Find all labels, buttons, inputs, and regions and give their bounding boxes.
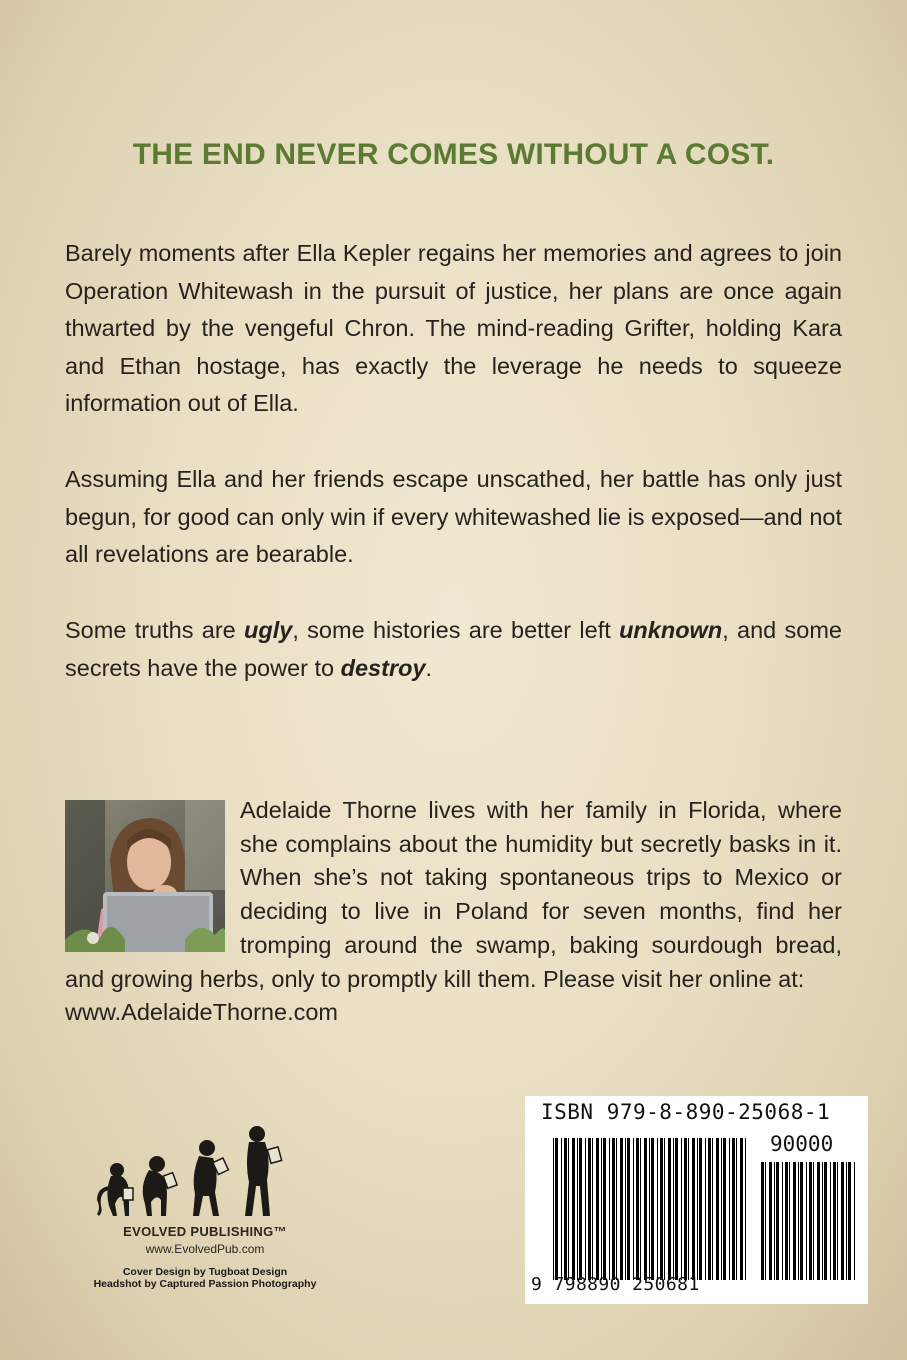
- ean-digits: 9 798890 250681: [531, 1274, 700, 1295]
- author-bio: [65, 794, 842, 1030]
- blurb-text: .: [425, 654, 433, 681]
- isbn-label: ISBN 979-8-890-25068-1: [541, 1100, 831, 1124]
- author-bio-text: Adelaide Thorne lives with her family in Florida, where she complains about the humidity but secretly basks in it. When she’s not taking spontaneous trips to Mexico or deciding to live in Poland for seven months, find her tromping around the swamp, baking sourdough bread, and growing herbs, only to promptly kill them. Please visit her online at:: [65, 797, 842, 992]
- headshot-credit: Headshot by Captured Passion Photography: [93, 1278, 317, 1290]
- author-website[interactable]: www.AdelaideThorne.com: [65, 999, 338, 1026]
- publisher-website[interactable]: www.EvolvedPub.com: [145, 1242, 265, 1256]
- tagline: THE END NEVER COMES WITHOUT A COST.: [132, 138, 775, 171]
- blurb-text: Some truths are: [65, 617, 245, 643]
- ean-barcode-icon: [525, 1096, 868, 1304]
- publisher-name: EVOLVED PUBLISHING™: [123, 1224, 287, 1239]
- emphasis-unknown: unknown: [619, 617, 723, 643]
- publisher-block: [70, 1120, 340, 1290]
- blurb-paragraph-2: Assuming Ella and her friends escape unscathed, her battle has only just begun, for good can only win if every whitewashed lie is exposed—and not all revelations are bearable.: [65, 466, 842, 568]
- blurb-paragraph-3: [65, 612, 842, 687]
- emphasis-ugly: ugly: [244, 617, 293, 643]
- blurb-paragraph-1: Barely moments after Ella Kepler regains her memories and agrees to join Operation Whitewash in the pursuit of justice, her plans are once again thwarted by the vengeful Chron. The mind-reading Grifter, holding Kara and Ethan hostage, has exactly the leverage he needs to squeeze information out of Ella.: [65, 240, 842, 417]
- evolved-publishing-logo-icon: [95, 1120, 305, 1220]
- photo-space: [65, 794, 240, 962]
- isbn-barcode-box: [525, 1096, 868, 1304]
- price-code: 90000: [770, 1132, 834, 1156]
- emphasis-destroy: destroy: [340, 654, 426, 681]
- blurb-text: , and some secrets have the power to: [65, 617, 842, 681]
- cover-design-credit: Cover Design by Tugboat Design: [122, 1266, 288, 1278]
- blurb-text: , some histories are better left: [292, 617, 620, 643]
